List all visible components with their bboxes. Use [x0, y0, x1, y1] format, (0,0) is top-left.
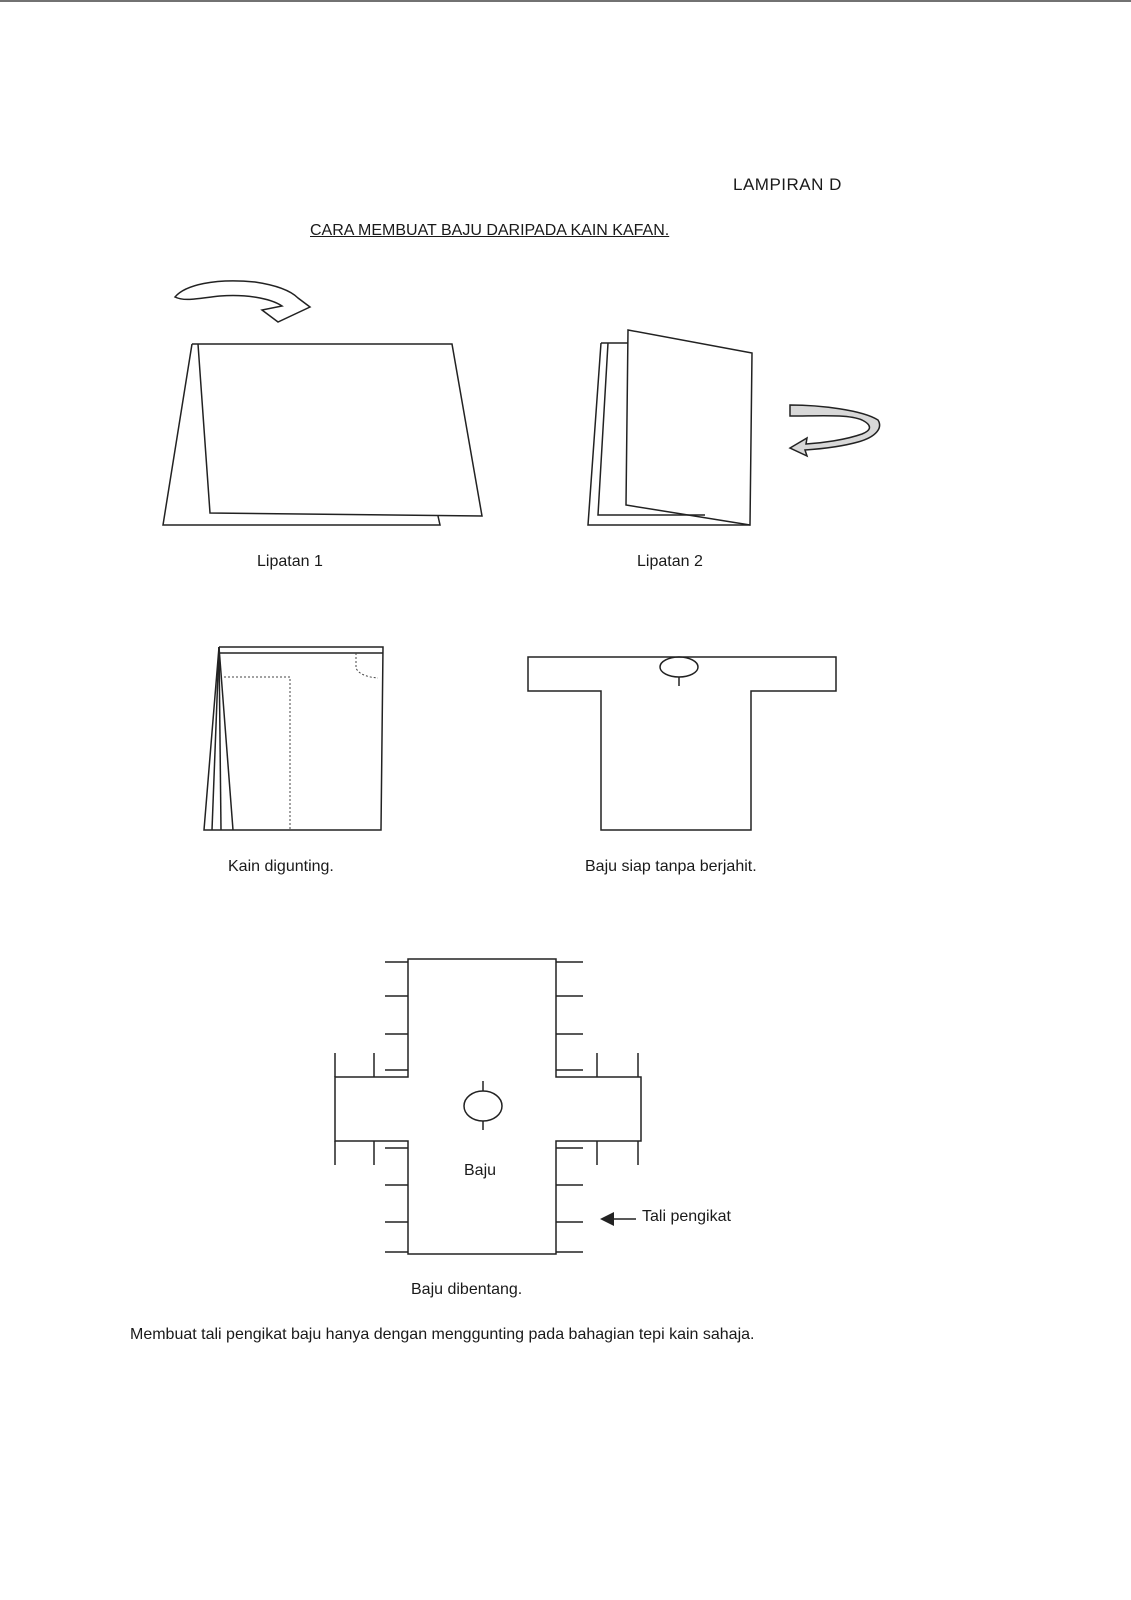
shirt-caption: Baju siap tanpa berjahit.	[585, 858, 757, 875]
spread-shirt-caption: Baju dibentang.	[411, 1281, 523, 1298]
footnote: Membuat tali pengikat baju hanya dengan menggunting pada bahagian tepi kain sahaja.	[130, 1326, 755, 1343]
fold-2-diagram	[588, 330, 880, 525]
shirt-diagram	[528, 657, 836, 830]
tie-strings	[335, 962, 638, 1252]
cut-cloth-diagram	[204, 647, 383, 830]
pointer-arrow-icon	[600, 1212, 636, 1226]
curved-arrow-right-icon	[175, 281, 310, 322]
spread-shirt-diagram	[335, 959, 641, 1254]
appendix-label: LAMPIRAN D	[733, 175, 842, 194]
neck-hole	[464, 1091, 502, 1121]
spread-shirt-label: Baju	[464, 1162, 497, 1179]
page-title: CARA MEMBUAT BAJU DARIPADA KAIN KAFAN.	[310, 222, 670, 239]
curved-arrow-left-icon	[790, 405, 880, 456]
tie-label: Tali pengikat	[642, 1208, 731, 1225]
fold-1-diagram	[163, 281, 482, 525]
neck-hole	[660, 657, 698, 677]
fold-1-caption: Lipatan 1	[257, 553, 323, 570]
fold-2-caption: Lipatan 2	[637, 553, 703, 570]
cut-cloth-caption: Kain digunting.	[228, 858, 334, 875]
